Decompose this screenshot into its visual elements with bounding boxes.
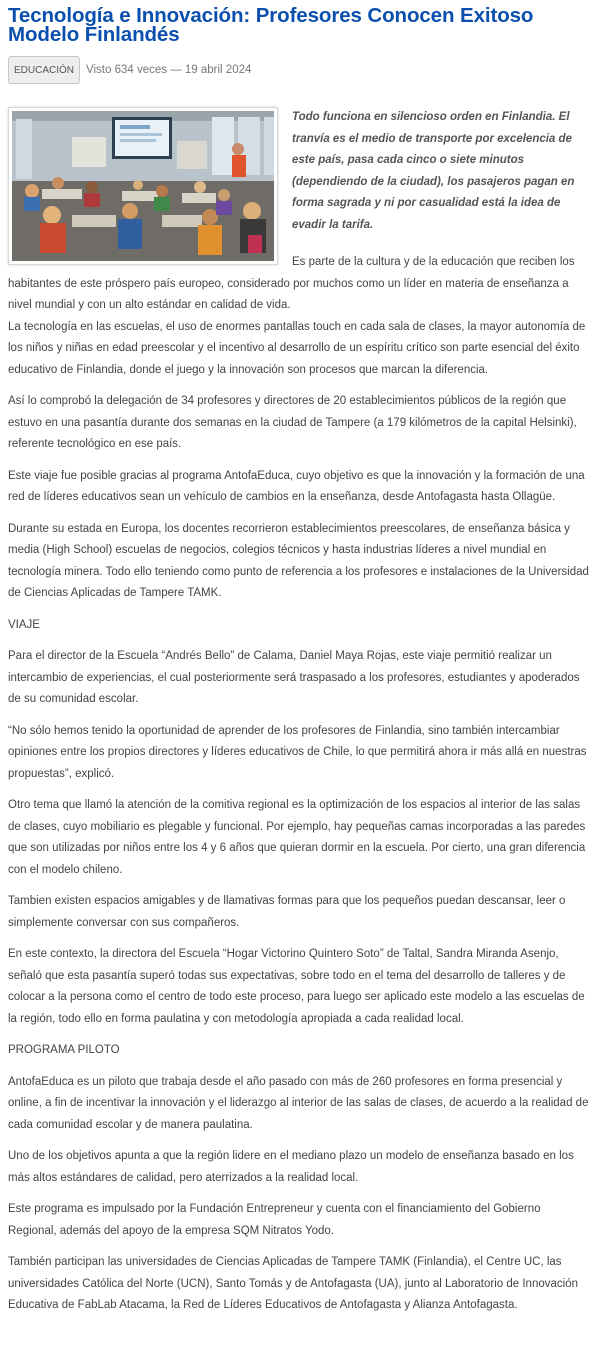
paragraph: Este viaje fue posible gracias al programa AntofaEduca, cuyo objetivo es que la innovación y la formación de una red de líderes educativos sean un vehículo de cambios en la enseñanza, desde Antofagasta hasta Ollagüe. [8,469,585,503]
paragraph: Así lo comprobó la delegación de 34 profesores y directores de 20 establecimientos públicos de la región que estuvo en una pasantía durante dos semanas en la ciudad de Tampere (a 179 kilómetros de la capital Helsinki), referente tecnológico en ese país. [8,395,577,450]
section-heading-viaje: VIAJE [8,618,40,631]
views-date: Visto 634 veces — 19 abril 2024 [86,64,252,76]
paragraph: En este contexto, la directora del Escuela “Hogar Victorino Quintero Soto” de Taltal, Sandra Miranda Asenjo, señaló que esta pasantía superó todas sus expectativas, sobre todo en el tema del desarrollo de talleres y de colocar a la persona como el centro de todo este proceso, para luego ser aplicado este modelo a las escuelas de la región, todo ello en forma paulatina y con metodología apropiada a cada realidad local. [8,948,585,1025]
paragraph: Durante su estada en Europa, los docentes recorrieron establecimientos preescolares, de enseñanza básica y media (High School) escuelas de negocios, colegios técnicos y hasta industrias líderes a nivel mundial en tecnología minera. Todo ello teniendo como punto de referencia a los profesores e instalaciones de la Universidad de Ciencias Aplicadas de Tampere TAMK. [8,522,589,599]
paragraph: También participan las universidades de Ciencias Aplicadas de Tampere TAMK (Finlandia), el Centre UC, las universidades Católica del Norte (UCN), Santo Tomás y de Antofagasta (UA), junto al Laboratorio de Innovación Educativa de FabLab Atacama, la Red de Líderes Educativos de Antofagasta y Alianza Antofagasta. [8,1256,578,1311]
article-meta [8,55,592,85]
article-body [8,107,592,1317]
article-image [8,107,278,265]
category-badge[interactable]: EDUCACIÓN [8,56,80,84]
paragraph: Tambien existen espacios amigables y de llamativas formas para que los pequeños puedan descansar, leer o simplemente conversar con sus compañeros. [8,895,566,929]
paragraph: Es parte de la cultura y de la educación que reciben los habitantes de este próspero país europeo, considerado por muchos como un líder en materia de enseñanza a nivel mundial y con un alto estándar en calidad de vida. [8,256,575,311]
paragraph: Otro tema que llamó la atención de la comitiva regional es la optimización de los espacios al interior de las salas de clases, cuyo mobiliario es plegable y funcional. Por ejemplo, hay pequeñas camas incorporadas a las paredes que son utilizadas por niños entre los 4 y 6 años que quieran dormir en la escuela. Por cierto, una gran diferencia con el modelo chileno. [8,799,586,876]
article-lead: Todo funciona en silencioso orden en Finlandia. El tranvía es el medio de transporte por excelencia de este país, pasa cada cinco o siete minutos (dependiendo de la ciudad), los pasajeros pagan en forma sagrada y ni por casualidad está la idea de evadir la tarifa. [292,111,575,231]
paragraph: AntofaEduca es un piloto que trabaja desde el año pasado con más de 260 profesores en forma presencial y online, a fin de incentivar la innovación y el liderazgo al interior de las salas de clases, de acuerdo a la realidad de cada comunidad escolar y de manera paulatina. [8,1075,589,1131]
section-heading-programa-piloto: PROGRAMA PILOTO [8,1044,120,1056]
paragraph: Este programa es impulsado por la Fundación Entrepreneur y cuenta con el financiamiento del Gobierno Regional, además del apoyo de la empresa SQM Nitratos Yodo. [8,1203,541,1237]
paragraph: Uno de los objetivos apunta a que la región lidere en el mediano plazo un modelo de enseñanza basado en los más altos estándares de calidad, pero aterrizados a la realidad local. [8,1150,574,1184]
paragraph: “No sólo hemos tenido la oportunidad de aprender de los profesores de Finlandia, sino también intercambiar opiniones entre los propios directores y líderes educativos de Chile, lo que permitirá ahora ir más allá en nuestras propuestas”, explicó. [8,724,587,780]
classroom-photo [12,111,274,261]
article-title: Tecnología e Innovación: Profesores Conocen Exitoso Modelo Finlandés [8,4,534,46]
paragraph: Para el director de la Escuela “Andrés Bello” de Calama, Daniel Maya Rojas, este viaje permitió realizar un intercambio de experiencias, el cual posteriormente será traspasado a los profesores, estudiantes y apoderados de su comunidad escolar. [8,650,580,705]
paragraph: La tecnología en las escuelas, el uso de enormes pantallas touch en cada sala de clases, la mayor autonomía de los niños y niñas en edad preescolar y el incentivo al desarrollo de un espíritu crítico son parte esencial del éxito educativo de Finlandia, donde el juego y la innovación son procesos que marcan la diferencia. [8,320,586,376]
